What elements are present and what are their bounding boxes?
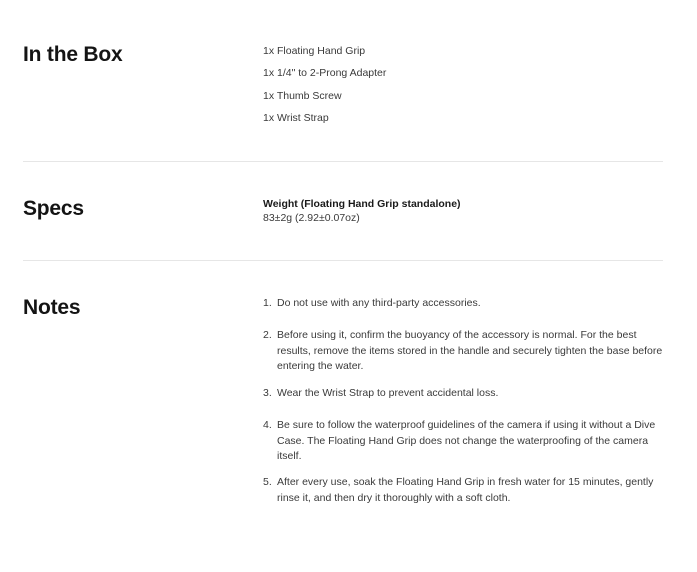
note-item	[263, 475, 663, 506]
note-text: Before using it, confirm the buoyancy of the accessory is normal. For the best results, remove the items stored in the handle and securely tighten the base before entering the water.	[277, 329, 663, 372]
section-divider	[23, 161, 663, 162]
note-number: 3.	[263, 387, 272, 399]
note-item	[263, 296, 663, 312]
box-item: 1x 1/4" to 2-Prong Adapter	[263, 67, 387, 79]
notes-title: Notes	[23, 296, 81, 319]
note-text: Wear the Wrist Strap to prevent accidental loss.	[277, 387, 499, 399]
note-text: Be sure to follow the waterproof guidelines of the camera if using it without a Dive Case. The Floating Hand Grip does not change the waterproofing of the camera itself.	[277, 419, 656, 462]
section-divider	[23, 260, 663, 261]
note-item	[263, 328, 663, 375]
note-number: 5.	[263, 476, 272, 488]
note-number: 4.	[263, 419, 272, 431]
in-the-box-title: In the Box	[23, 43, 123, 66]
box-item: 1x Wrist Strap	[263, 112, 329, 124]
box-item: 1x Floating Hand Grip	[263, 45, 366, 57]
note-number: 1.	[263, 297, 272, 309]
spec-weight-label: Weight (Floating Hand Grip standalone)	[263, 198, 461, 210]
specs-title: Specs	[23, 197, 84, 220]
box-item: 1x Thumb Screw	[263, 90, 342, 102]
note-item	[263, 418, 663, 465]
spec-weight-value: 83±2g (2.92±0.07oz)	[263, 212, 360, 224]
note-item	[263, 386, 663, 402]
note-text: After every use, soak the Floating Hand Grip in fresh water for 15 minutes, gently rinse it, and then dry it thoroughly with a soft cloth.	[277, 476, 654, 504]
note-number: 2.	[263, 329, 272, 341]
note-text: Do not use with any third-party accessories.	[277, 297, 481, 309]
